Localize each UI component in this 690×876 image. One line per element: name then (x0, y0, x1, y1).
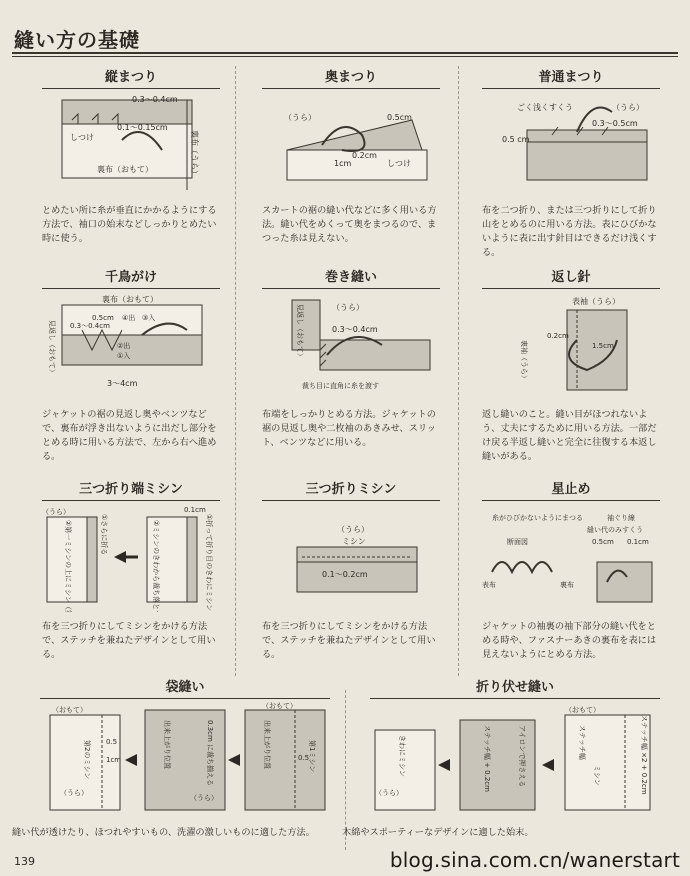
section-kaeshi-bari (482, 266, 660, 462)
description: 布を三つ折りにしてミシンをかける方法で、ステッチを兼ねたデザインとして用いる。 (262, 621, 436, 660)
section-title: 巻き縫い (262, 266, 440, 289)
diagram-oku-matsuri (262, 90, 440, 200)
diagram-kaeshi-bari (482, 290, 660, 400)
label: しつけ (387, 159, 411, 168)
label: 出来上がり位置 (163, 720, 171, 769)
label: 0.2cm (547, 332, 569, 340)
label: 見返し（おもて） (296, 304, 304, 360)
label: （おもて） (565, 706, 600, 714)
section-mitsuori-hashi-mishin (42, 478, 220, 663)
section-tate-matsuri (42, 66, 220, 246)
label: ②第一ミシンの上にミシン（第2ミシン） (64, 520, 72, 612)
label: 0.5cm (592, 538, 614, 546)
label: 0.5 (298, 754, 310, 762)
label: 0.3cm に裁ち揃える (206, 720, 214, 787)
label: 0.5 (106, 738, 118, 746)
diagram-fukuro-nui (40, 700, 330, 815)
label: 0.5cm (92, 314, 114, 322)
label: （うら） (284, 113, 316, 122)
page-number: 139 (14, 855, 35, 868)
label: 裏布（おもて） (97, 165, 153, 174)
label: 1.5cm (592, 342, 614, 350)
section-title: 折り伏せ縫い (370, 676, 660, 699)
label: （うら） (337, 525, 369, 534)
label: ③入 (142, 314, 156, 322)
label: 縫い代のみすくう (587, 526, 643, 534)
label: 表袖（うら） (572, 297, 620, 306)
label: 見返し（おもて） (48, 320, 56, 376)
label: 0.3〜0.4cm (332, 325, 378, 334)
label: 1cm (334, 159, 352, 168)
diagram-futsuu-matsuri (482, 90, 660, 200)
description: 木綿やスポーティーなデザインに適した始末。 (342, 827, 534, 838)
label: 袖ぐり線 (607, 514, 635, 522)
diagram-chidori (42, 290, 220, 400)
section-mitsuori-mishin (262, 478, 440, 663)
label: 0.1cm (627, 538, 649, 546)
diagram-maki-nui (262, 290, 440, 400)
label: 出来上がり位置 (263, 720, 271, 769)
section-title: 三つ折り端ミシン (42, 478, 220, 501)
label: 糸がひびかないようにまつる (492, 514, 583, 522)
label: しつけ (70, 133, 94, 142)
description: 布を二つ折り、または三つ折りにして折り山をとめるのに用いる方法。表にひびかないように表に出す針目はできるだけ浅くする。 (482, 205, 657, 258)
label: 0.5 cm (502, 135, 530, 144)
label: （うら） (332, 303, 364, 312)
label: ①さらに折る (100, 514, 108, 556)
label: 第1ミシン (308, 740, 316, 773)
label: ステッチ幅 ×2 + 0.2cm (640, 715, 648, 795)
label: （うら） (60, 789, 88, 797)
label: 裏布 (560, 581, 574, 589)
section-title: 袋縫い (40, 676, 330, 699)
label: （うら） (612, 103, 644, 112)
section-oku-matsuri (262, 66, 440, 246)
diagram-orifuse-nui (370, 700, 660, 815)
description: 布を三つ折りにしてミシンをかける方法で、ステッチを兼ねたデザインとして用いる。 (42, 621, 216, 660)
label: 3〜4cm (107, 379, 138, 388)
section-title: 千鳥がけ (42, 266, 220, 289)
section-title: 縦まつり (42, 66, 220, 89)
label: （うら） (190, 794, 218, 802)
diagram-hoshi-dome (482, 502, 660, 612)
page-title: 縫い方の基礎 (14, 28, 140, 52)
section-maki-nui (262, 266, 440, 451)
description: 布端をしっかりとめる方法。ジャケットの裾の見返し奥や二枚袖のあきみせ、スリット、ベンツなどに用いる。 (262, 409, 436, 448)
title-divider (12, 52, 678, 54)
label: 裏布（おもて） (102, 295, 158, 304)
label: （うら） (42, 508, 70, 516)
description: ジャケットの袖裏の袖下部分の縫い代をとめる時や、ファスナーあきの裏布を表には見えないようにとめる方法。 (482, 621, 657, 660)
column-divider (458, 66, 459, 676)
section-title: 普通まつり (482, 66, 660, 89)
label: 0.1〜0.15cm (117, 123, 168, 132)
label: ①入 (117, 352, 131, 360)
label: 0.5cm (387, 113, 412, 122)
label: 0.1cm (184, 506, 206, 514)
label: ミシン (342, 537, 366, 546)
section-title: 奥まつり (262, 66, 440, 89)
diagram-mitsuori-hashi-mishin (42, 502, 220, 612)
description: 返し縫いのこと。縫い目がほつれないよう、丈夫にするために用いる方法。一部だけ戻る半返し縫いと完全に往復する本返し縫いがある。 (482, 409, 657, 462)
label: ごく浅くすくう (517, 103, 573, 112)
label: 断面図 (507, 538, 528, 546)
description: ジャケットの裾の見返し奥やベンツなどで、裏布が浮き出ないように出だし部分をとめる時に用いる方法で、左から右へ進める。 (42, 409, 217, 462)
label: 0.3〜0.5cm (592, 119, 638, 128)
watermark: blog.sina.com.cn/wanerstart (389, 848, 680, 872)
diagram-mitsuori-mishin (262, 502, 440, 612)
label: 裁ち目に直角に糸を渡す (302, 382, 379, 390)
label: ①折って折り目のきわにミシン（第一ミシン） (205, 514, 213, 612)
label: 裏布（うら） (190, 130, 199, 178)
description: スカートの裾の縫い代などに多く用いる方法。縫い代をめくって奥をまつるので、まつった糸は見えない。 (262, 205, 437, 244)
label: 0.3〜0.4cm (70, 322, 110, 330)
label: 裏袖（うら） (520, 340, 528, 382)
label: ②出 (117, 342, 131, 350)
section-fukuro-nui (12, 676, 330, 856)
label: ステッチ幅 + 0.2cm (483, 725, 491, 792)
description: とめたい所に糸が垂直にかかるようにする方法で、袖口の始末などしっかりとめたい時に使う。 (42, 205, 217, 244)
section-title: 三つ折りミシン (262, 478, 440, 501)
label: ステッチ幅 (578, 725, 586, 760)
label: きわにミシン (398, 735, 406, 777)
label: 0.1〜0.2cm (322, 570, 368, 579)
section-chidori (42, 266, 220, 462)
section-orifuse-nui (342, 676, 660, 856)
label: 1cm (106, 756, 122, 764)
section-futsuu-matsuri (482, 66, 660, 258)
diagram-tate-matsuri (42, 90, 220, 200)
label: アイロンで押さえる (518, 725, 526, 788)
label: 表布 (482, 581, 496, 589)
label: ②ミシンのきわから裁ち落とす (152, 520, 160, 612)
description: 縫い代が透けたり、ほつれやすいもの、洗濯の激しいものに適した方法。 (12, 827, 315, 838)
column-divider (235, 66, 236, 676)
label: 0.2cm (352, 151, 377, 160)
label: ミシン (593, 765, 601, 786)
label: ④出 (122, 314, 136, 322)
label: （おもて） (52, 706, 87, 714)
section-title: 返し針 (482, 266, 660, 289)
label: 0.3〜0.4cm (132, 95, 178, 104)
section-title: 星止め (482, 478, 660, 501)
section-hoshi-dome (482, 478, 660, 663)
label: 第2のミシン (83, 740, 91, 780)
label: （うら） (375, 789, 403, 797)
title-divider-thin (12, 56, 678, 57)
label: （おもて） (262, 702, 297, 710)
